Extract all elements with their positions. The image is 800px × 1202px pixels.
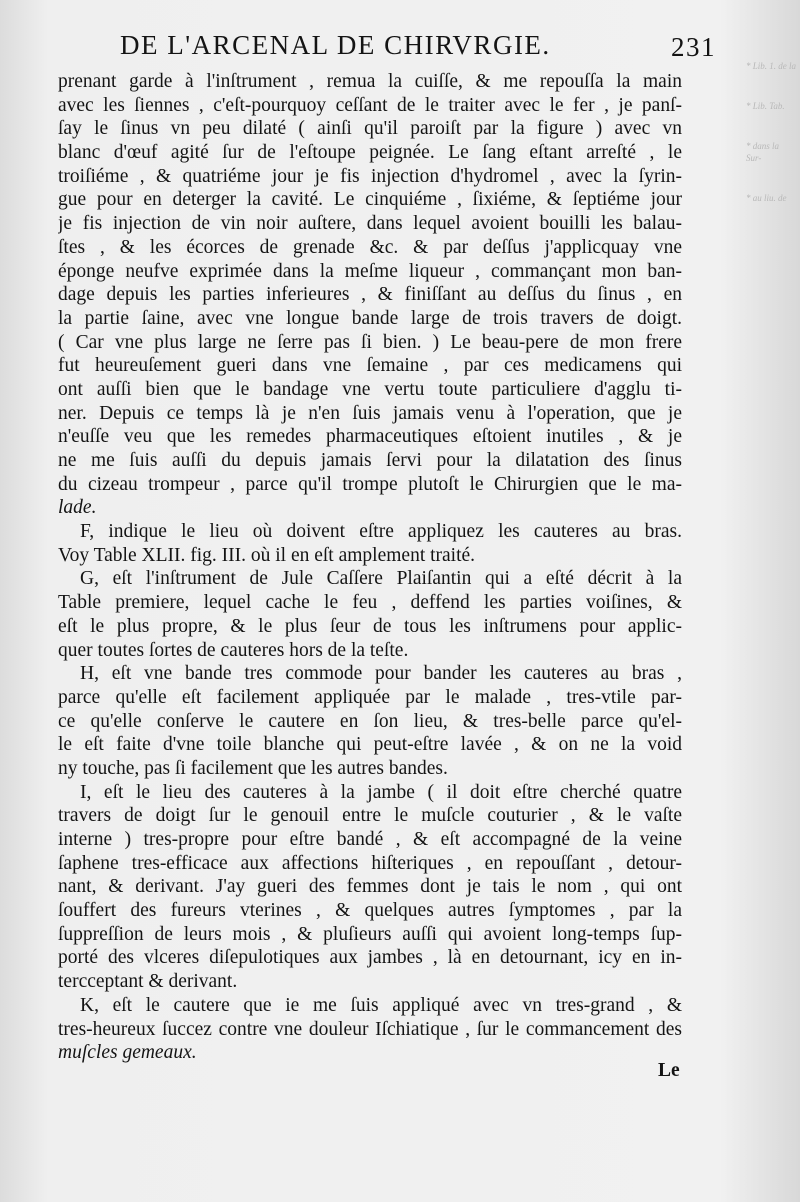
text-line: eſt le plus propre, & le plus ſeur de tous les inſtrumens pour applic- (58, 615, 682, 637)
margin-note: * Lib. Tab. (746, 101, 785, 111)
text-line: ſay le ſinus vn peu dilaté ( ainſi qu'il paroiſt par la figure ) avec vn (58, 118, 682, 140)
text-line: troiſiéme , & quatriéme jour je fis injection d'hydromel , avec la ſyrin- (58, 165, 682, 187)
text-line: avec les ſiennes , c'eſt-pourquoy ceſſant de le traiter avec le fer , je panſ- (58, 94, 682, 116)
text-line: interne ) tres-propre pour eſtre bandé , & eſt accompagné de la veine (58, 829, 682, 850)
text-line: Table premiere, lequel cache le feu , deffend les parties voiſines, & (58, 592, 682, 614)
text-line: ny touche, pas ſi facilement que les autres bandes. (58, 757, 448, 779)
text-line: n'euſſe veu que les remedes pharmaceutiques eſtoient inutiles , & je (58, 426, 682, 448)
text-line: porté des vlceres diſepulotiques aux jambes , là en detournant, icy en in- (58, 947, 682, 969)
text-line: blanc d'œuf agité ſur de l'eſtoupe peignée. Le ſang eſtant arreſté , le (58, 142, 682, 164)
text-line: G, eſt l'inſtrument de Jule Caſſere Plaiſantin qui a eſté décrit à la (80, 568, 682, 590)
text-line: travers de doigt ſur le genouil entre le muſcle couturier , & le vaſte (58, 805, 682, 827)
running-title: DE L'ARCENAL DE CHIRVRGIE. (120, 30, 551, 60)
text-line: ner. Depuis ce temps là je n'en ſuis jamais venu à l'operation, que je (58, 402, 682, 424)
margin-notes (746, 60, 796, 232)
text-line: éponge neufve exprimée dans la meſme liqueur , commançant mon ban- (58, 260, 682, 282)
text-line: je fis injection de vin noir auſtere, dans lequel avoient bouilli les balau- (58, 213, 682, 235)
text-line: ſuppreſſion de leurs mois , & pluſieurs auſſi qui avoient long-temps ſup- (58, 923, 682, 945)
text-line: fut heureuſement gueri dans vne ſemaine , par ces medicamens qui (58, 355, 682, 377)
text-line: ſouffert des fureurs vterines , & quelques autres ſymptomes , par la (58, 900, 682, 922)
text-line: le eſt faite d'vne toile blanche qui peut-eſtre lavée , & on ne la void (58, 734, 682, 756)
text-line: muſcles gemeaux. (58, 1042, 197, 1064)
text-line: ce qu'elle conſerve le cautere en ſon lieu, & tres-belle parce qu'el- (58, 710, 682, 732)
text-line: ne me ſuis auſſi du depuis jamais ſervi pour la dilatation des ſinus (58, 450, 682, 471)
margin-note: * dans la Sur- (746, 141, 780, 163)
body-text (58, 70, 682, 1065)
text-line: ſtes , & les écorces de grenade &c. & par deſſus j'applicquay vne (58, 236, 682, 258)
text-line: quer toutes ſortes de cauteres hors de la teſte. (58, 639, 409, 661)
text-line: tres-heureux ſuccez contre vne douleur Iſchiatique , ſur le commancement des (58, 1018, 682, 1040)
text-line: F, indique le lieu où doivent eſtre appliquez les cauteres au bras. (80, 521, 682, 543)
text-line: gue pour en deterger la cavité. Le cinquiéme , ſixiéme, & ſeptiéme jour (58, 189, 682, 211)
text-line: nant, & derivant. J'ay gueri des femmes dont je tais le nom , qui ont (58, 876, 682, 898)
text-line: lade. (58, 497, 97, 519)
text-line: du cizeau trompeur , parce qu'il trompe plutoſt le Chirurgien que le ma- (58, 473, 682, 495)
text-line: Voy Table XLII. fig. III. où il en eſt amplement traité. (58, 544, 476, 566)
text-line: tercceptant & derivant. (58, 971, 238, 993)
text-line: K, eſt le cautere que ie me ſuis appliqué avec vn tres-grand , & (80, 994, 682, 1016)
margin-note: * Lib. 1. de la (746, 61, 797, 71)
text-line: ſaphene tres-efficace aux affections hiſteriques , en repouſſant , detour- (58, 852, 682, 874)
text-line: ont auſſi bien que le bandage vne vertu toute particuliere d'agglu ti- (58, 378, 682, 400)
text-line: prenant garde à l'inſtrument , remua la cuiſſe, & me repouſſa la main (58, 71, 682, 92)
running-header (120, 30, 716, 62)
text-line: parce qu'elle eſt facilement appliquée par le malade , tres-vtile par- (58, 686, 682, 708)
text-line: H, eſt vne bande tres commode pour bander les cauteres au bras , (80, 663, 682, 685)
page-number: 231 (671, 32, 716, 62)
margin-note: * au liu. de (746, 193, 787, 203)
text-line: I, eſt le lieu des cauteres à la jambe ( il doit eſtre cherché quatre (80, 781, 682, 803)
catchword: Le (658, 1060, 680, 1081)
text-line: dage depuis les parties inferieures , & finiſſant au deſſus du ſinus , en (58, 284, 682, 306)
text-line: la partie ſaine, avec vne longue bande large de trois travers de doigt. (58, 307, 682, 329)
text-line: ( Car vne plus large ne ſerre pas ſi bien. ) Le beau-pere de mon frere (58, 331, 682, 353)
